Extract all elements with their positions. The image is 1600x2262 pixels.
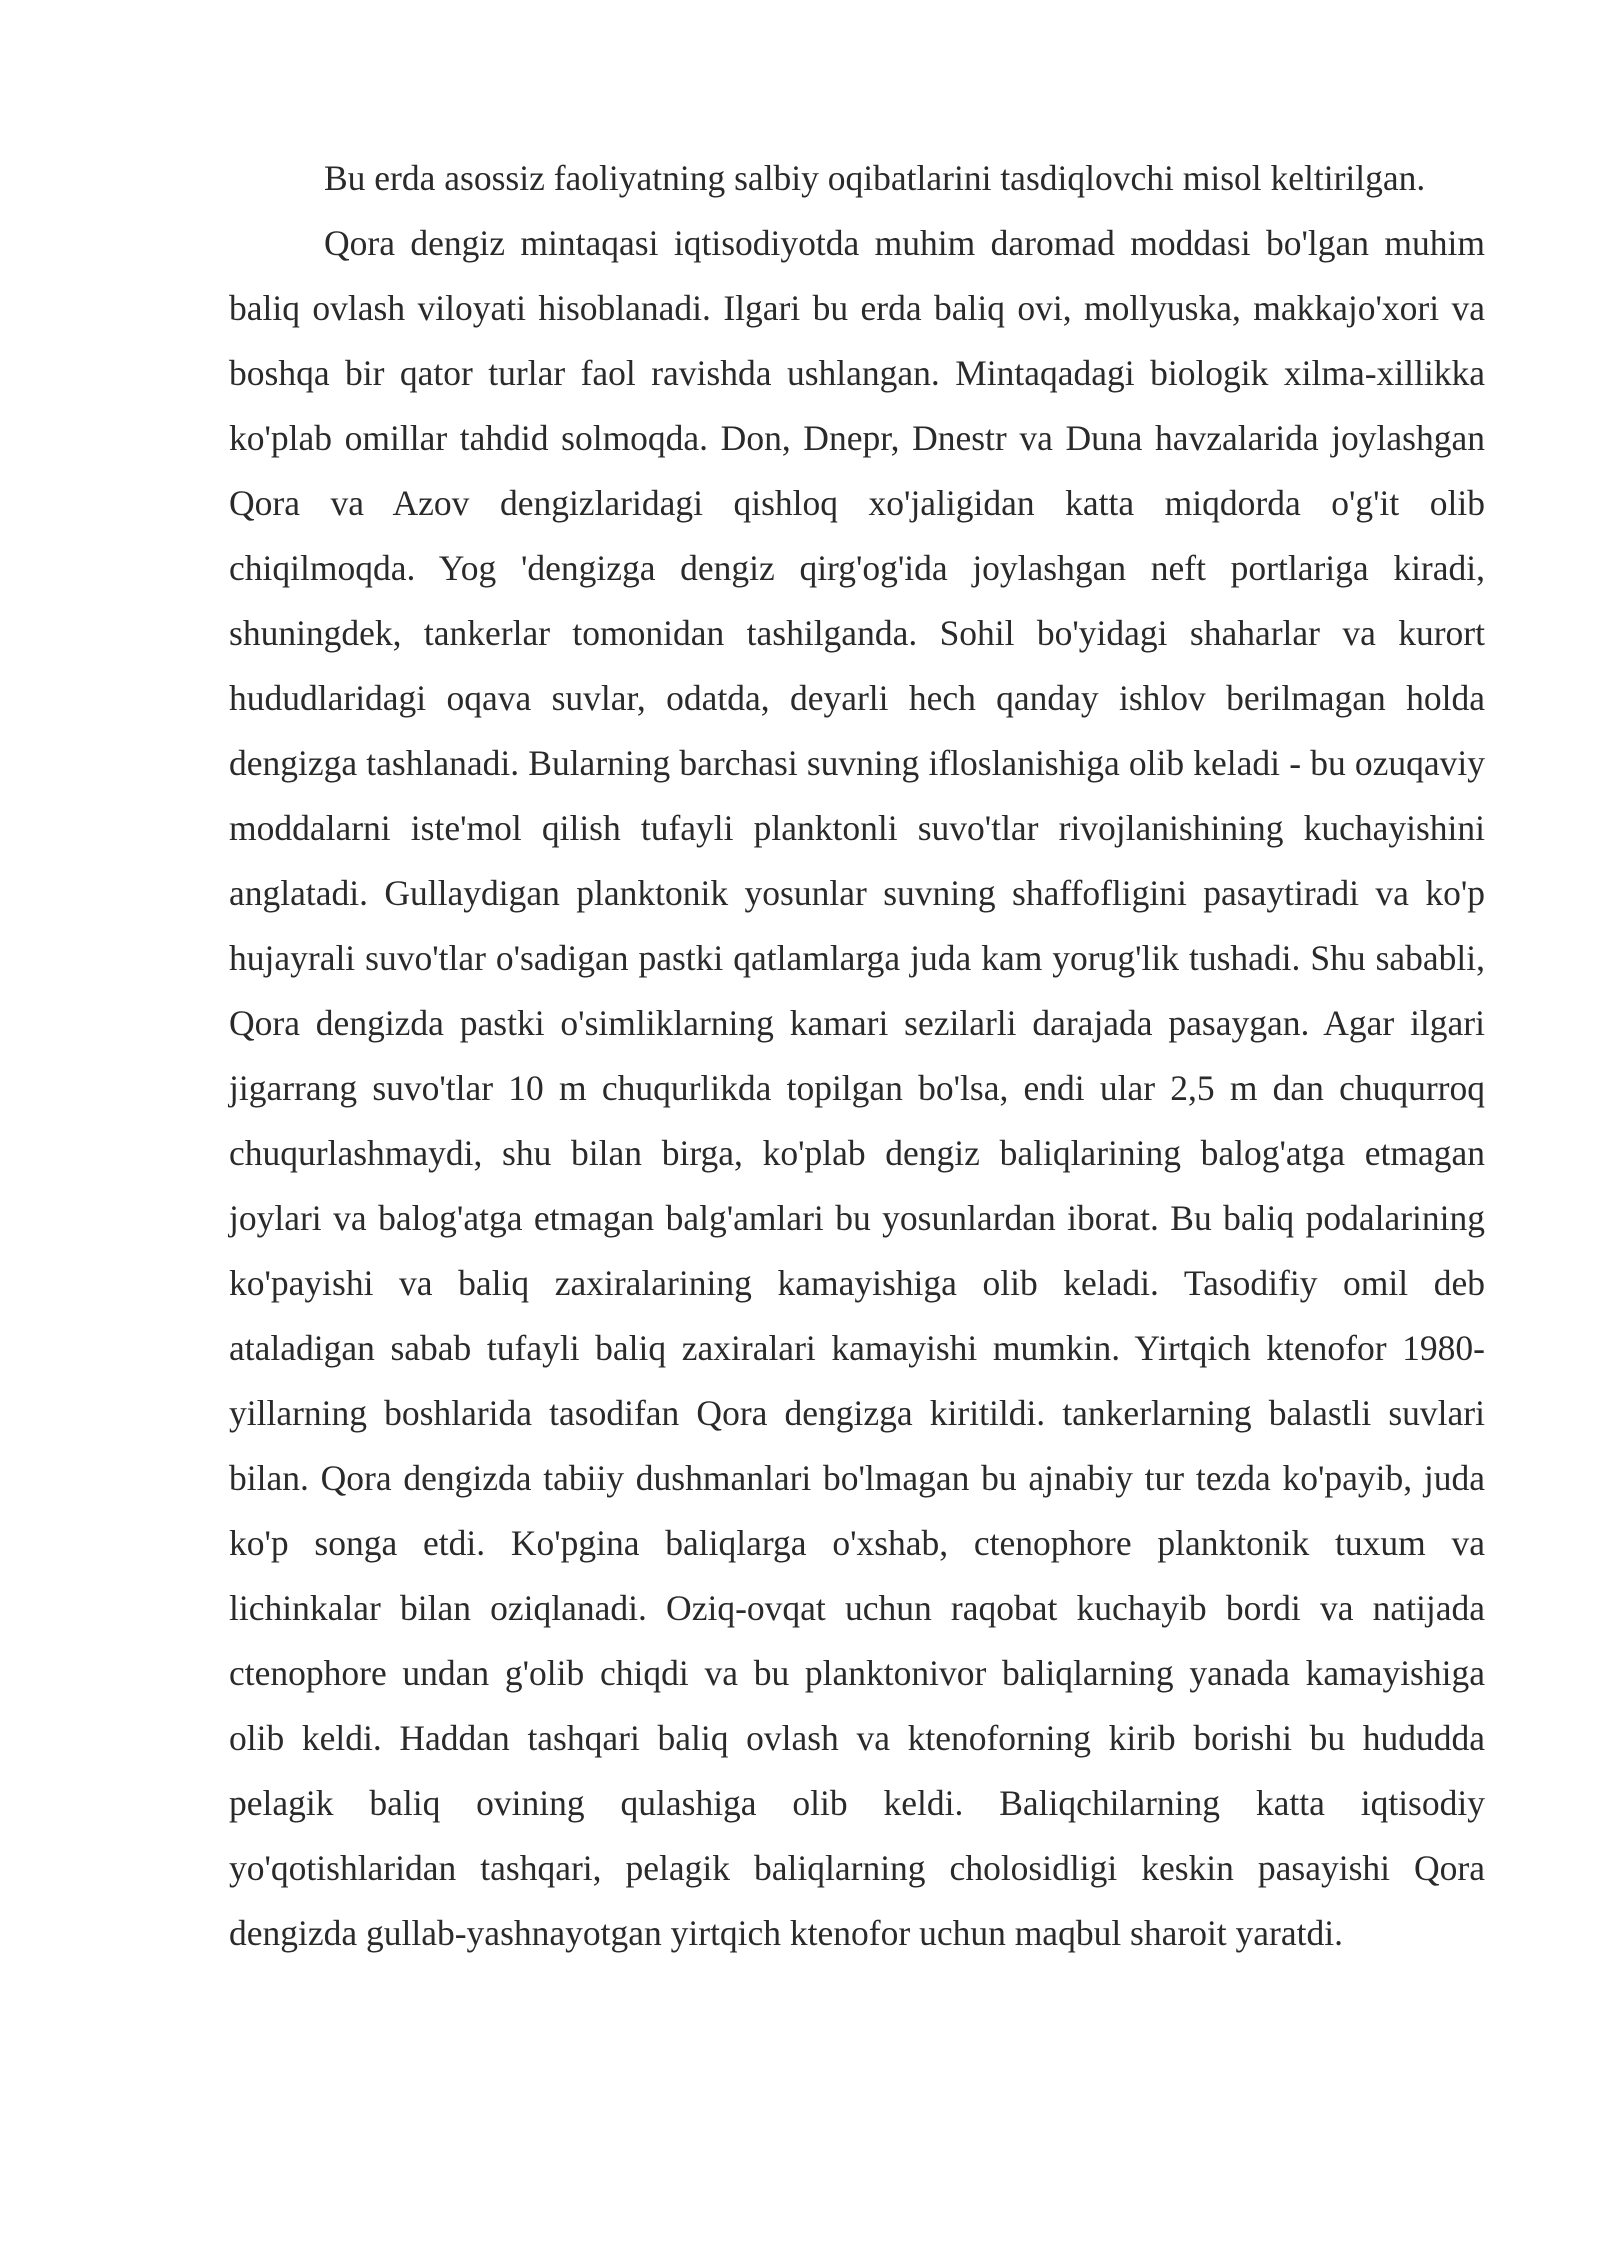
paragraph-intro: Bu erda asossiz faoliyatning salbiy oqibatlarini tasdiqlovchi misol keltirilgan. [324, 158, 1426, 198]
document-body [229, 146, 1485, 1966]
paragraph-black-sea: Qora dengiz mintaqasi iqtisodiyotda muhim daromad moddasi bo'lgan muhim baliq ovlash viloyati hisoblanadi. Ilgari bu erda baliq ovi, mollyuska, makkajo'xori va boshqa bir qator turlar faol ravishda ushlangan. Mintaqadagi biologik xilma-xillikka ko'plab omillar tahdid solmoqda. Don, Dnepr, Dnestr va Duna havzalarida joylashgan Qora va Azov dengizlaridagi qishloq xo'jaligidan katta miqdorda o'g'it olib chiqilmoqda. Yog 'dengizga dengiz qirg'og'ida joylashgan neft portlariga kiradi, shuningdek, tankerlar tomonidan tashilganda. Sohil bo'yidagi shaharlar va kurort hududlaridagi oqava suvlar, odatda, deyarli hech qanday ishlov berilmagan holda dengizga tashlanadi. Bularning barchasi suvning ifloslanishiga olib keladi - bu ozuqaviy moddalarni iste'mol qilish tufayli planktonli suvo'tlar rivojlanishining kuchayishini anglatadi. Gullaydigan planktonik yosunlar suvning shaffofligini pasaytiradi va ko'p hujayrali suvo'tlar o'sadigan pastki qatlamlarga juda kam yorug'lik tushadi. Shu sababli, Qora dengizda pastki o'simliklarning kamari sezilarli darajada pasaygan. Agar ilgari jigarrang suvo'tlar 10 m chuqurlikda topilgan bo'lsa, endi ular 2,5 m dan chuqurroq chuqurlashmaydi, shu bilan birga, ko'plab dengiz baliqlarining balog'atga etmagan joylari va balog'atga etmagan balg'amlari bu yosunlardan iborat. Bu baliq podalarining ko'payishi va baliq zaxiralarining kamayishiga olib keladi. Tasodifiy omil deb ataladigan sabab tufayli baliq zaxiralari kamayishi mumkin. Yirtqich ktenofor 1980-yillarning boshlarida tasodifan Qora dengizga kiritildi. tankerlarning balastli suvlari bilan. Qora dengizda tabiiy dushmanlari bo'lmagan bu ajnabiy tur tezda ko'payib, juda ko'p songa etdi. Ko'pgina baliqlarga o'xshab, ctenophore planktonik tuxum va lichinkalar bilan oziqlanadi. Oziq-ovqat uchun raqobat kuchayib bordi va natijada ctenophore undan g'olib chiqdi va bu planktonivor baliqlarning yanada kamayishiga olib keldi. Haddan tashqari baliq ovlash va ktenoforning kirib borishi bu hududda pelagik baliq ovining qulashiga olib keldi. Baliqchilarning katta iqtisodiy yo'qotishlaridan tashqari, pelagik baliqlarning cholosidligi keskin pasayishi Qora dengizda gullab-yashnayotgan yirtqich ktenofor uchun maqbul sharoit yaratdi. [229, 223, 1485, 1953]
